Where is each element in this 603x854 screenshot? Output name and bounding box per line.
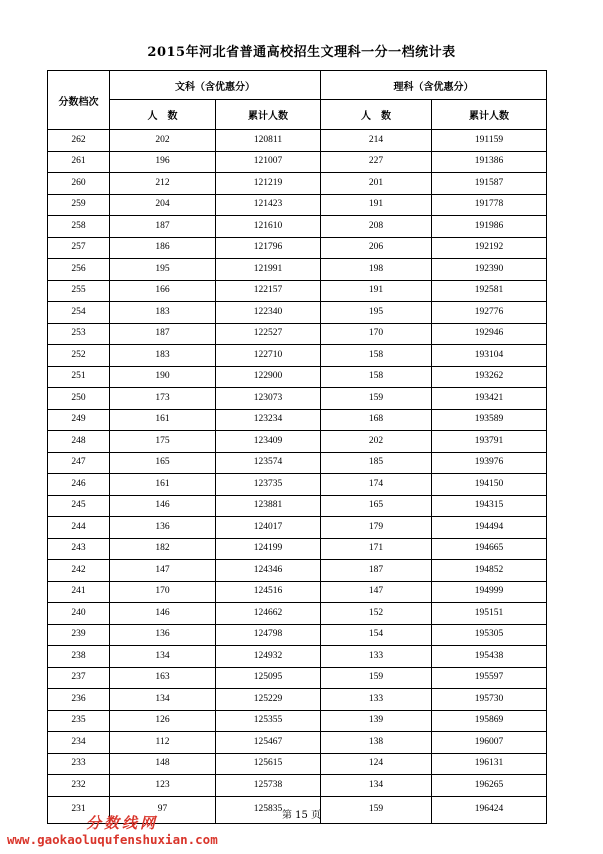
like-count-cell: 158: [321, 345, 432, 367]
wenke-count-cell: 136: [110, 624, 216, 646]
wenke-count-cell: 134: [110, 646, 216, 668]
table-row: [48, 151, 547, 173]
wenke-cumulative-cell: 125355: [216, 710, 321, 732]
wenke-cumulative-cell: 124662: [216, 603, 321, 625]
wenke-count-cell: 161: [110, 474, 216, 496]
like-count-cell: 201: [321, 173, 432, 195]
table-row: [48, 646, 547, 668]
like-cumulative-cell: 193976: [432, 452, 547, 474]
wenke-count-cell: 202: [110, 130, 216, 152]
wenke-count-cell: 183: [110, 345, 216, 367]
document-title: 2015年河北省普通高校招生文理科一分一档统计表: [147, 45, 456, 60]
like-count-cell: 206: [321, 237, 432, 259]
wenke-cumulative-cell: 124516: [216, 581, 321, 603]
like-count-cell: 174: [321, 474, 432, 496]
like-cumulative-cell: 191386: [432, 151, 547, 173]
wenke-cumulative-cell: 125835: [216, 796, 321, 823]
table-row: [48, 710, 547, 732]
score-cell: 236: [48, 689, 110, 711]
score-cell: 240: [48, 603, 110, 625]
wenke-count-cell: 134: [110, 689, 216, 711]
like-count-header: 人 数: [321, 100, 432, 130]
score-column-header: 分数档次: [48, 71, 110, 130]
wenke-count-cell: 187: [110, 216, 216, 238]
score-cell: 232: [48, 775, 110, 797]
wenke-cumulative-cell: 123073: [216, 388, 321, 410]
wenke-count-header: 人 数: [110, 100, 216, 130]
like-count-cell: 168: [321, 409, 432, 431]
score-cell: 253: [48, 323, 110, 345]
wenke-cumulative-cell: 123409: [216, 431, 321, 453]
like-count-cell: 195: [321, 302, 432, 324]
like-cumulative-cell: 195438: [432, 646, 547, 668]
like-cumulative-cell: 196265: [432, 775, 547, 797]
like-count-cell: 202: [321, 431, 432, 453]
wenke-count-cell: 182: [110, 538, 216, 560]
wenke-count-cell: 136: [110, 517, 216, 539]
wenke-count-cell: 196: [110, 151, 216, 173]
like-cumulative-cell: 196131: [432, 753, 547, 775]
table-row: [48, 624, 547, 646]
like-count-cell: 227: [321, 151, 432, 173]
wenke-count-cell: 97: [110, 796, 216, 823]
wenke-cumulative-cell: 123574: [216, 452, 321, 474]
wenke-count-cell: 190: [110, 366, 216, 388]
score-cell: 241: [48, 581, 110, 603]
score-cell: 257: [48, 237, 110, 259]
score-cell: 238: [48, 646, 110, 668]
like-cumulative-cell: 194665: [432, 538, 547, 560]
wenke-count-cell: 212: [110, 173, 216, 195]
like-count-cell: 124: [321, 753, 432, 775]
wenke-cumulative-cell: 125467: [216, 732, 321, 754]
table-row: [48, 689, 547, 711]
wenke-cumulative-cell: 123881: [216, 495, 321, 517]
score-cell: 234: [48, 732, 110, 754]
table-row: [48, 452, 547, 474]
table-row: [48, 409, 547, 431]
score-cell: 245: [48, 495, 110, 517]
wenke-cumulative-cell: 125615: [216, 753, 321, 775]
like-cumulative-cell: 195597: [432, 667, 547, 689]
table-row: [48, 560, 547, 582]
like-cumulative-cell: 194999: [432, 581, 547, 603]
score-cell: 231: [48, 796, 110, 823]
table-row: [48, 732, 547, 754]
table-row: [48, 603, 547, 625]
like-count-cell: 165: [321, 495, 432, 517]
wenke-count-cell: 147: [110, 560, 216, 582]
score-cell: 262: [48, 130, 110, 152]
table-row: [48, 216, 547, 238]
score-cell: 259: [48, 194, 110, 216]
like-cumulative-cell: 195730: [432, 689, 547, 711]
wenke-count-cell: 166: [110, 280, 216, 302]
wenke-count-cell: 126: [110, 710, 216, 732]
wenke-cumulative-cell: 122157: [216, 280, 321, 302]
wenke-count-cell: 165: [110, 452, 216, 474]
like-cumulative-cell: 193262: [432, 366, 547, 388]
wenke-cumulative-cell: 125738: [216, 775, 321, 797]
wenke-cumulative-cell: 125095: [216, 667, 321, 689]
like-cumulative-cell: 191986: [432, 216, 547, 238]
like-count-cell: 198: [321, 259, 432, 281]
score-cell: 261: [48, 151, 110, 173]
watermark-logo: 分数线网: [86, 814, 159, 832]
like-cumulative-cell: 192390: [432, 259, 547, 281]
like-cumulative-cell: 196007: [432, 732, 547, 754]
score-cell: 233: [48, 753, 110, 775]
like-cumulative-cell: 193791: [432, 431, 547, 453]
wenke-cumulative-cell: 124932: [216, 646, 321, 668]
wenke-count-cell: 112: [110, 732, 216, 754]
table-row: [48, 259, 547, 281]
score-cell: 250: [48, 388, 110, 410]
watermark-url: www.gaokaoluqufenshuxian.com: [7, 832, 218, 847]
wenke-count-cell: 187: [110, 323, 216, 345]
wenke-count-cell: 123: [110, 775, 216, 797]
wenke-cumulative-cell: 121007: [216, 151, 321, 173]
wenke-count-cell: 163: [110, 667, 216, 689]
wenke-cumulative-cell: 122527: [216, 323, 321, 345]
wenke-count-cell: 148: [110, 753, 216, 775]
like-cumulative-cell: 192581: [432, 280, 547, 302]
like-group-header: 理科（含优惠分）: [321, 71, 547, 100]
wenke-cumulative-cell: 121991: [216, 259, 321, 281]
wenke-cumulative-cell: 125229: [216, 689, 321, 711]
like-cumulative-cell: 195151: [432, 603, 547, 625]
wenke-count-cell: 186: [110, 237, 216, 259]
wenke-group-header: 文科（含优惠分）: [110, 71, 321, 100]
like-count-cell: 185: [321, 452, 432, 474]
like-cumulative-cell: 191778: [432, 194, 547, 216]
like-count-cell: 171: [321, 538, 432, 560]
table-row: [48, 667, 547, 689]
like-cumulative-cell: 193589: [432, 409, 547, 431]
like-cumulative-cell: 194315: [432, 495, 547, 517]
like-count-cell: 170: [321, 323, 432, 345]
like-count-cell: 147: [321, 581, 432, 603]
table-row: [48, 517, 547, 539]
score-cell: 260: [48, 173, 110, 195]
like-cumulative-cell: 195305: [432, 624, 547, 646]
like-cumulative-cell: 192192: [432, 237, 547, 259]
like-count-cell: 191: [321, 194, 432, 216]
table-row: [48, 280, 547, 302]
score-cell: 243: [48, 538, 110, 560]
like-cumulative-cell: 194852: [432, 560, 547, 582]
wenke-cumulative-header: 累计人数: [216, 100, 321, 130]
wenke-cumulative-cell: 122900: [216, 366, 321, 388]
table-row: [48, 194, 547, 216]
like-cumulative-cell: 195869: [432, 710, 547, 732]
wenke-cumulative-cell: 124346: [216, 560, 321, 582]
score-cell: 239: [48, 624, 110, 646]
wenke-count-cell: 161: [110, 409, 216, 431]
wenke-cumulative-cell: 124199: [216, 538, 321, 560]
wenke-cumulative-cell: 122710: [216, 345, 321, 367]
table-row: [48, 538, 547, 560]
score-cell: 255: [48, 280, 110, 302]
like-count-cell: 139: [321, 710, 432, 732]
like-cumulative-header: 累计人数: [432, 100, 547, 130]
score-cell: 249: [48, 409, 110, 431]
score-cell: 244: [48, 517, 110, 539]
score-cell: 254: [48, 302, 110, 324]
wenke-cumulative-cell: 121219: [216, 173, 321, 195]
wenke-cumulative-cell: 124798: [216, 624, 321, 646]
score-cell: 247: [48, 452, 110, 474]
score-cell: 235: [48, 710, 110, 732]
wenke-cumulative-cell: 122340: [216, 302, 321, 324]
wenke-cumulative-cell: 120811: [216, 130, 321, 152]
wenke-count-cell: 195: [110, 259, 216, 281]
like-count-cell: 214: [321, 130, 432, 152]
like-count-cell: 159: [321, 796, 432, 823]
wenke-cumulative-cell: 123735: [216, 474, 321, 496]
table-body: [48, 130, 547, 824]
like-count-cell: 191: [321, 280, 432, 302]
like-cumulative-cell: 196424: [432, 796, 547, 823]
score-distribution-table: [47, 70, 547, 824]
wenke-cumulative-cell: 121796: [216, 237, 321, 259]
wenke-count-cell: 170: [110, 581, 216, 603]
table-row: [48, 130, 547, 152]
like-count-cell: 133: [321, 689, 432, 711]
like-cumulative-cell: 193421: [432, 388, 547, 410]
like-cumulative-cell: 194150: [432, 474, 547, 496]
like-cumulative-cell: 191587: [432, 173, 547, 195]
table-row: [48, 345, 547, 367]
wenke-cumulative-cell: 121423: [216, 194, 321, 216]
like-cumulative-cell: 194494: [432, 517, 547, 539]
wenke-cumulative-cell: 121610: [216, 216, 321, 238]
like-cumulative-cell: 192946: [432, 323, 547, 345]
wenke-count-cell: 204: [110, 194, 216, 216]
score-cell: 248: [48, 431, 110, 453]
like-count-cell: 134: [321, 775, 432, 797]
score-cell: 246: [48, 474, 110, 496]
like-count-cell: 159: [321, 388, 432, 410]
table-row: [48, 495, 547, 517]
score-cell: 256: [48, 259, 110, 281]
like-cumulative-cell: 193104: [432, 345, 547, 367]
score-cell: 242: [48, 560, 110, 582]
wenke-cumulative-cell: 124017: [216, 517, 321, 539]
like-count-cell: 179: [321, 517, 432, 539]
table-row: [48, 388, 547, 410]
like-count-cell: 159: [321, 667, 432, 689]
table-row: [48, 173, 547, 195]
like-count-cell: 208: [321, 216, 432, 238]
like-cumulative-cell: 191159: [432, 130, 547, 152]
table-row: [48, 431, 547, 453]
page-number: 第 15 页: [281, 810, 322, 821]
table-row: [48, 753, 547, 775]
score-cell: 252: [48, 345, 110, 367]
like-count-cell: 133: [321, 646, 432, 668]
like-count-cell: 152: [321, 603, 432, 625]
like-count-cell: 158: [321, 366, 432, 388]
wenke-count-cell: 175: [110, 431, 216, 453]
table-row: [48, 302, 547, 324]
table-row: [48, 366, 547, 388]
score-cell: 258: [48, 216, 110, 238]
like-count-cell: 138: [321, 732, 432, 754]
table-row: [48, 581, 547, 603]
like-count-cell: 154: [321, 624, 432, 646]
table-row: [48, 474, 547, 496]
wenke-count-cell: 183: [110, 302, 216, 324]
like-cumulative-cell: 192776: [432, 302, 547, 324]
wenke-count-cell: 173: [110, 388, 216, 410]
table-row: [48, 237, 547, 259]
like-count-cell: 187: [321, 560, 432, 582]
wenke-count-cell: 146: [110, 603, 216, 625]
score-cell: 237: [48, 667, 110, 689]
table-row: [48, 323, 547, 345]
wenke-count-cell: 146: [110, 495, 216, 517]
score-cell: 251: [48, 366, 110, 388]
table-row: [48, 775, 547, 797]
wenke-cumulative-cell: 123234: [216, 409, 321, 431]
